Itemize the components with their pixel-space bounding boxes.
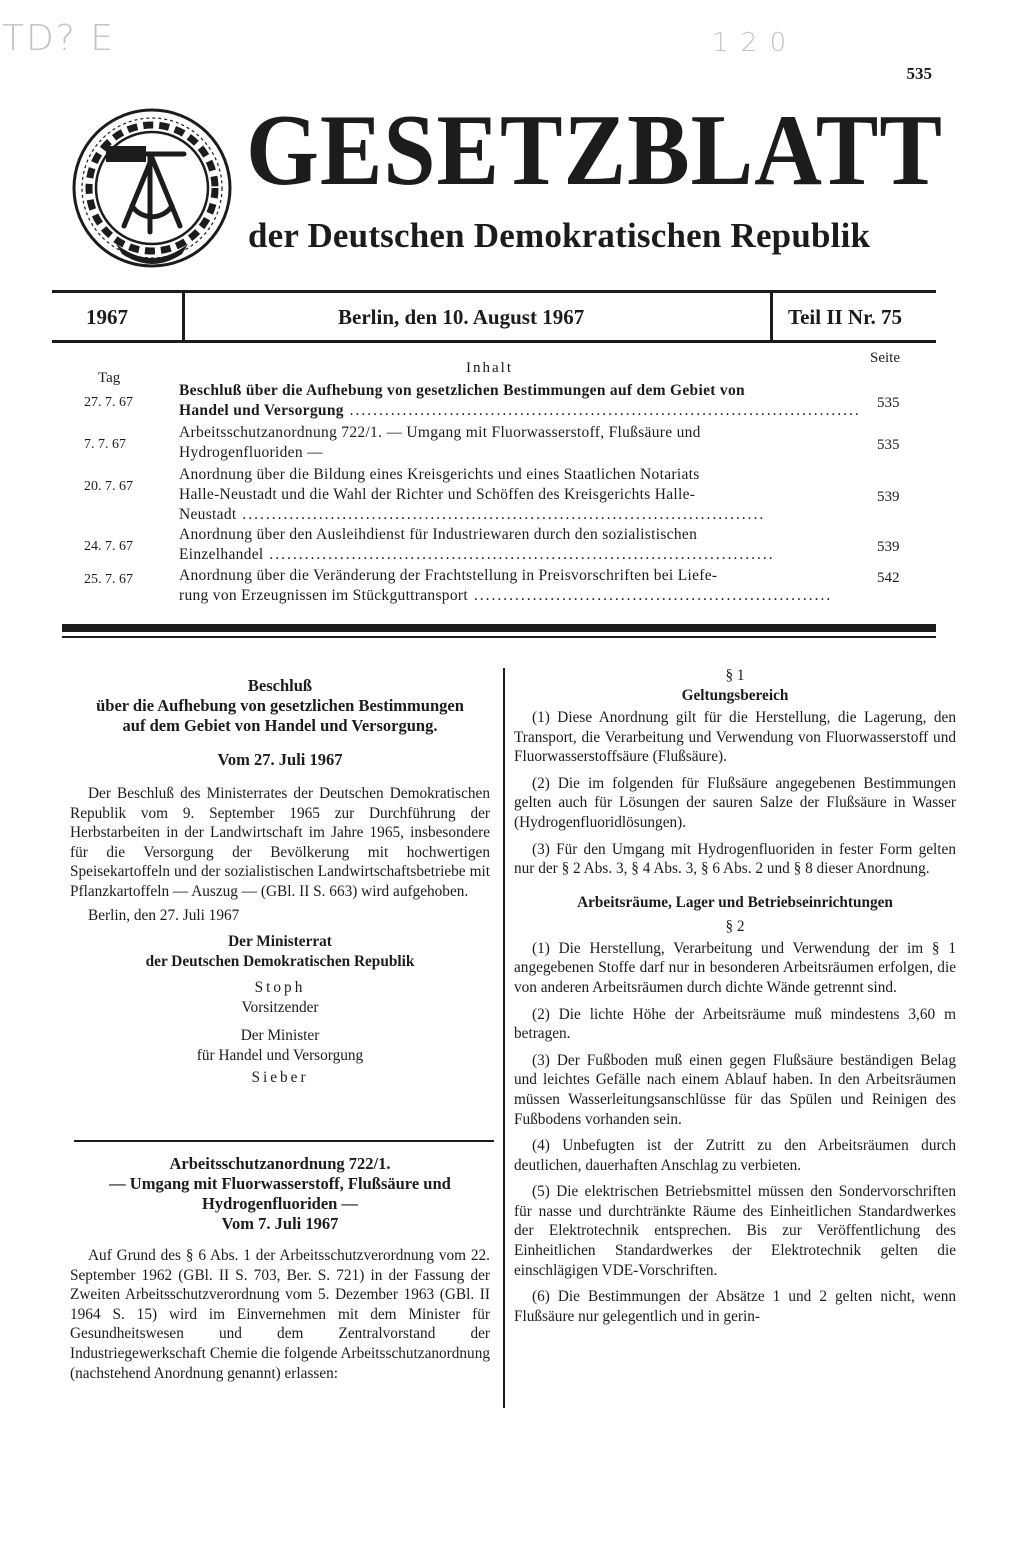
masthead-subtitle: der Deutschen Demokratischen Republik [248,216,871,255]
paragraph: (1) Die Herstellung, Verarbeitung und Verwendung der im § 1 angegebenen Stoffe darf nur in besonderen Arbeitsräumen erfolgen, die von anderen Arbeitsräumen durch dichte Wände getrennt sind. [514,939,956,996]
contents-date: 24. 7. 67 [84,539,133,554]
column-divider [503,668,505,1408]
header-divider-left [182,290,185,343]
beschluss-place-date: Berlin, den 27. Juli 1967 [88,906,240,924]
beschluss-title: über die Aufhebung von gesetzlichen Bestimmungen [96,696,464,715]
beschluss-title: Beschluß [247,676,313,695]
contents-title-line: Neustadt ......................................................................................... [179,506,766,523]
section-number: § 2 [725,917,745,935]
anordnung-title: Hydrogenfluoriden — [201,1194,358,1213]
header-divider-right [770,290,773,343]
paragraph: (4) Unbefugten ist der Zutritt zu den Arbeitsräumen durch deutlichen, dauerhaften Anschlag zu verbieten. [514,1137,956,1174]
contents-tag-label: Tag [98,370,121,386]
contents-page: 539 [877,539,900,555]
contents-heavy-rule [62,624,936,632]
contents-title-line: Halle-Neustadt und die Wahl der Richter und Schöffen des Kreisgerichts Halle- [179,486,696,503]
beschluss-body: Der Beschluß des Ministerrates der Deutschen Demokratischen Republik vom 9. September 1965 zur Durchführung der Herbstarbeiten in der Landwirtschaft im Jahre 1965, insbesondere für die Versorgung der Bevölkerung mit hochwertigen Speisekartoffeln und der sozialistischen Landwirtschaftsbetriebe mit Pflanzkartoffeln — Auszug — (GBl. II S. 663) wird aufgehoben. [70,785,490,900]
contents-title-line: Beschluß über die Aufhebung von gesetzlichen Bestimmungen auf dem Gebiet von [179,382,745,399]
section-number: § 1 [725,667,745,684]
contents-thin-rule [62,636,936,638]
issue-year: 1967 [86,305,128,329]
paragraph: (2) Die lichte Höhe der Arbeitsräume muß mindestens 3,60 m betragen. [514,1005,956,1043]
paragraph: (2) Die im folgenden für Flußsäure angegebenen Bestimmungen gelten auch für Lösungen der sauren Salze der Flußsäure in Wasser (Hydrogenfluoridlösungen). [514,774,956,831]
paragraph: (3) Der Fußboden muß einen gegen Flußsäure beständigen Belag und leichtes Gefälle nach einem Ablauf haben. In den Arbeitsräumen müssen Wasserleitungsanschlüsse für das Spülen und Reinigen des Fußbodens vorhanden sein. [514,1051,956,1128]
left-column [70,676,490,1088]
signer-name: Sieber [251,1069,309,1087]
contents-date: 27. 7. 67 [84,395,133,410]
contents-title-line: Hydrogenfluoriden — [179,444,323,461]
issue-date: Berlin, den 10. August 1967 [338,305,585,329]
contents-page: 539 [877,489,900,505]
paragraph: (5) Die elektrischen Betriebsmittel müssen den Sondervorschriften für nasse und durchtränkte Räume des Einheitlichen Standardwerkes der Elektrotechnik entsprechen. Bis zur Veröffentlichung des Einheitlichen Standardwerkes der Elektrotechnik gelten die einschlägigen VDE-Vorschriften. [514,1183,956,1279]
minister-label: Der Minister [240,1027,320,1045]
contents-title-line: Arbeitsschutzanordnung 722/1. — Umgang mit Fluorwasserstoff, Flußsäure und [179,424,701,441]
beschluss-org: der Deutschen Demokratischen Republik [145,953,415,971]
contents-page: 542 [877,570,900,586]
contents-title-line: Anordnung über die Bildung eines Kreisgerichts und eines Staatlichen Notariats [179,466,700,483]
paragraph: (3) Für den Umgang mit Hydrogenfluoriden in fester Form gelten nur der § 2 Abs. 3, § 4 Abs. 3, § 6 Abs. 2 und § 8 dieser Anordnung. [514,840,956,878]
contents-title-line: rung von Erzeugnissen im Stückguttransport ............................................................. [179,587,833,604]
paragraph: (1) Diese Anordnung gilt für die Herstellung, die Lagerung, den Transport, die Verarbeitung und Verwendung von Fluorwasserstoff und Fluorwasserstoffsäure (Flußsäure). [514,709,956,766]
contents-title-line: Anordnung über die Veränderung der Frachtstellung in Preisvorschriften bei Liefe- [179,567,718,584]
anordnung-date: Vom 7. Juli 1967 [221,1214,339,1233]
contents-seite-label: Seite [870,350,900,366]
masthead-title: GESETZBLATT [246,94,943,207]
anordnung-body: Auf Grund des § 6 Abs. 1 der Arbeitsschutzverordnung vom 22. September 1962 (GBl. II S. 703, Ber. S. 721) in der Fassung der Zweiten Arbeitsschutzverordnung vom 5. Dezember 1963 (GBl. II 1964 S. 15) wird im Einvernehmen mit dem Minister für Gesundheitswesen und dem Zentralvorstand der Industriegewerkschaft Chemie die folgende Arbeitsschutzanordnung (nachstehend Anordnung genannt) erlassen: [70,1247,490,1382]
signer-role: Vorsitzender [241,999,319,1017]
contents-heading: Inhalt [466,360,513,376]
anordnung-title: — Umgang mit Fluorwasserstoff, Flußsäure und [109,1174,451,1193]
contents-title-line: Einzelhandel ...................................................................................... [179,546,775,563]
paragraph: (6) Die Bestimmungen der Absätze 1 und 2 gelten nicht, wenn Flußsäure nur gelegentlich und in gerin- [514,1288,956,1325]
contents-page: 535 [877,437,900,453]
anordnung-block [70,1154,490,1390]
contents-date: 25. 7. 67 [84,572,133,587]
contents-date: 20. 7. 67 [84,479,133,494]
state-emblem-icon [66,104,238,274]
handwritten-mark-left: TD? E [2,18,116,59]
article-separator [74,1140,494,1142]
handwritten-mark-right: 1 2 0 [712,28,789,58]
issue-part: Teil II Nr. 75 [788,305,902,329]
anordnung-title: Arbeitsschutzanordnung 722/1. [169,1154,391,1173]
section-title: Geltungsbereich [681,687,789,704]
beschluss-title: auf dem Gebiet von Handel und Versorgung. [122,716,438,735]
right-column [514,666,956,1333]
page-number: 535 [906,64,932,83]
section-heading: Arbeitsräume, Lager und Betriebseinrichtungen [577,893,893,911]
contents-page: 535 [877,395,900,411]
contents-date: 7. 7. 67 [84,437,126,452]
beschluss-date: Vom 27. Juli 1967 [217,750,343,769]
beschluss-org: Der Ministerrat [228,933,332,951]
contents-title-line: Handel und Versorgung ....................................................................................... [179,402,861,419]
ministry-label: für Handel und Versorgung [196,1047,364,1065]
signer-name: Stoph [254,979,306,997]
contents-title-line: Anordnung über den Ausleihdienst für Industriewaren durch den sozialistischen [179,526,698,543]
